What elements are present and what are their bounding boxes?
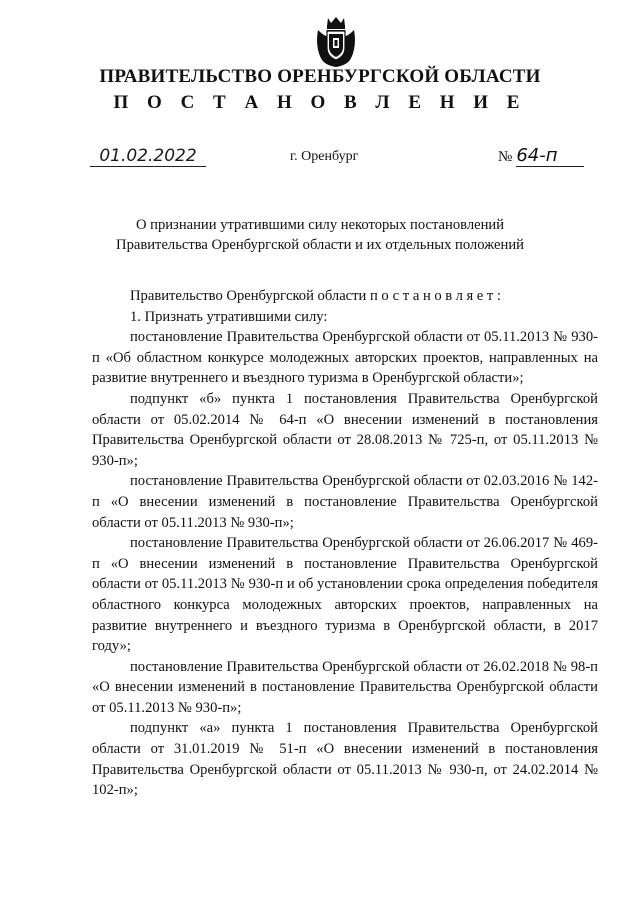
document-type-heading: П О С Т А Н О В Л Е Н И Е [113, 92, 527, 113]
document-city: г. Оренбург [290, 149, 359, 164]
body-paragraph: постановление Правительства Оренбургской области от 05.11.2013 № 930-п «Об областном конкурсе молодежных авторских проектов, направленных на развитие внутреннего и въездного туризма в Оренбургской области»; [92, 329, 598, 387]
body-paragraph: постановление Правительства Оренбургской области от 26.06.2017 № 469-п «О внесении изменений в постановление Правительства Оренбургской области от 05.11.2013 № 930-п и об установлении срока определения победителя областного конкурса молодежных авторских проектов, направленных на развитие внутреннего и въездного туризма в Оренбургской области, в 2017 году»; [92, 535, 598, 655]
intro-text: Правительство Оренбургской области [130, 288, 370, 304]
subject-line: Правительства Оренбургской области и их отдельных положений [116, 237, 524, 253]
body-paragraph: подпункт «б» пункта 1 постановления Правительства Оренбургской области от 05.02.2014 № 64-п «О внесении изменений в постановления Правительства Оренбургской области от 28.08.2013 № 725-п, от 05.11.2013 № 930-п»; [92, 390, 598, 469]
document-number-value: 64-п [516, 146, 584, 167]
body-paragraph: постановление Правительства Оренбургской области от 02.03.2016 № 142-п «О внесении изменений в постановление Правительства Оренбургской области от 05.11.2013 № 930-п»; [92, 473, 598, 531]
body-paragraph: 1. Признать утратившими силу: [130, 308, 328, 325]
document-date: 01.02.2022 [90, 146, 206, 167]
document-number [498, 146, 584, 167]
number-sign: № [498, 149, 513, 165]
document-body [92, 286, 598, 801]
body-paragraph: подпункт «а» пункта 1 постановления Правительства Оренбургской области от 31.01.2019 № 51-п «О внесении изменений в постановления Правительства Оренбургской области от 05.11.2013 № 930-п, от 24.02.2014 № 102-п»; [92, 720, 598, 799]
intro-colon: : [496, 288, 501, 304]
document-subject [0, 215, 640, 255]
subject-line: О признании утратившими силу некоторых постановлений [135, 217, 505, 233]
coat-of-arms-icon [314, 14, 358, 68]
intro-paragraph [92, 286, 598, 307]
government-title: ПРАВИТЕЛЬСТВО ОРЕНБУРГСКОЙ ОБЛАСТИ [99, 66, 541, 87]
body-paragraph: постановление Правительства Оренбургской области от 26.02.2018 № 98-п «О внесении изменений в постановление Правительства Оренбургской области от 05.11.2013 № 930-п»; [92, 658, 598, 716]
intro-decree-word: постановляет [369, 288, 497, 304]
